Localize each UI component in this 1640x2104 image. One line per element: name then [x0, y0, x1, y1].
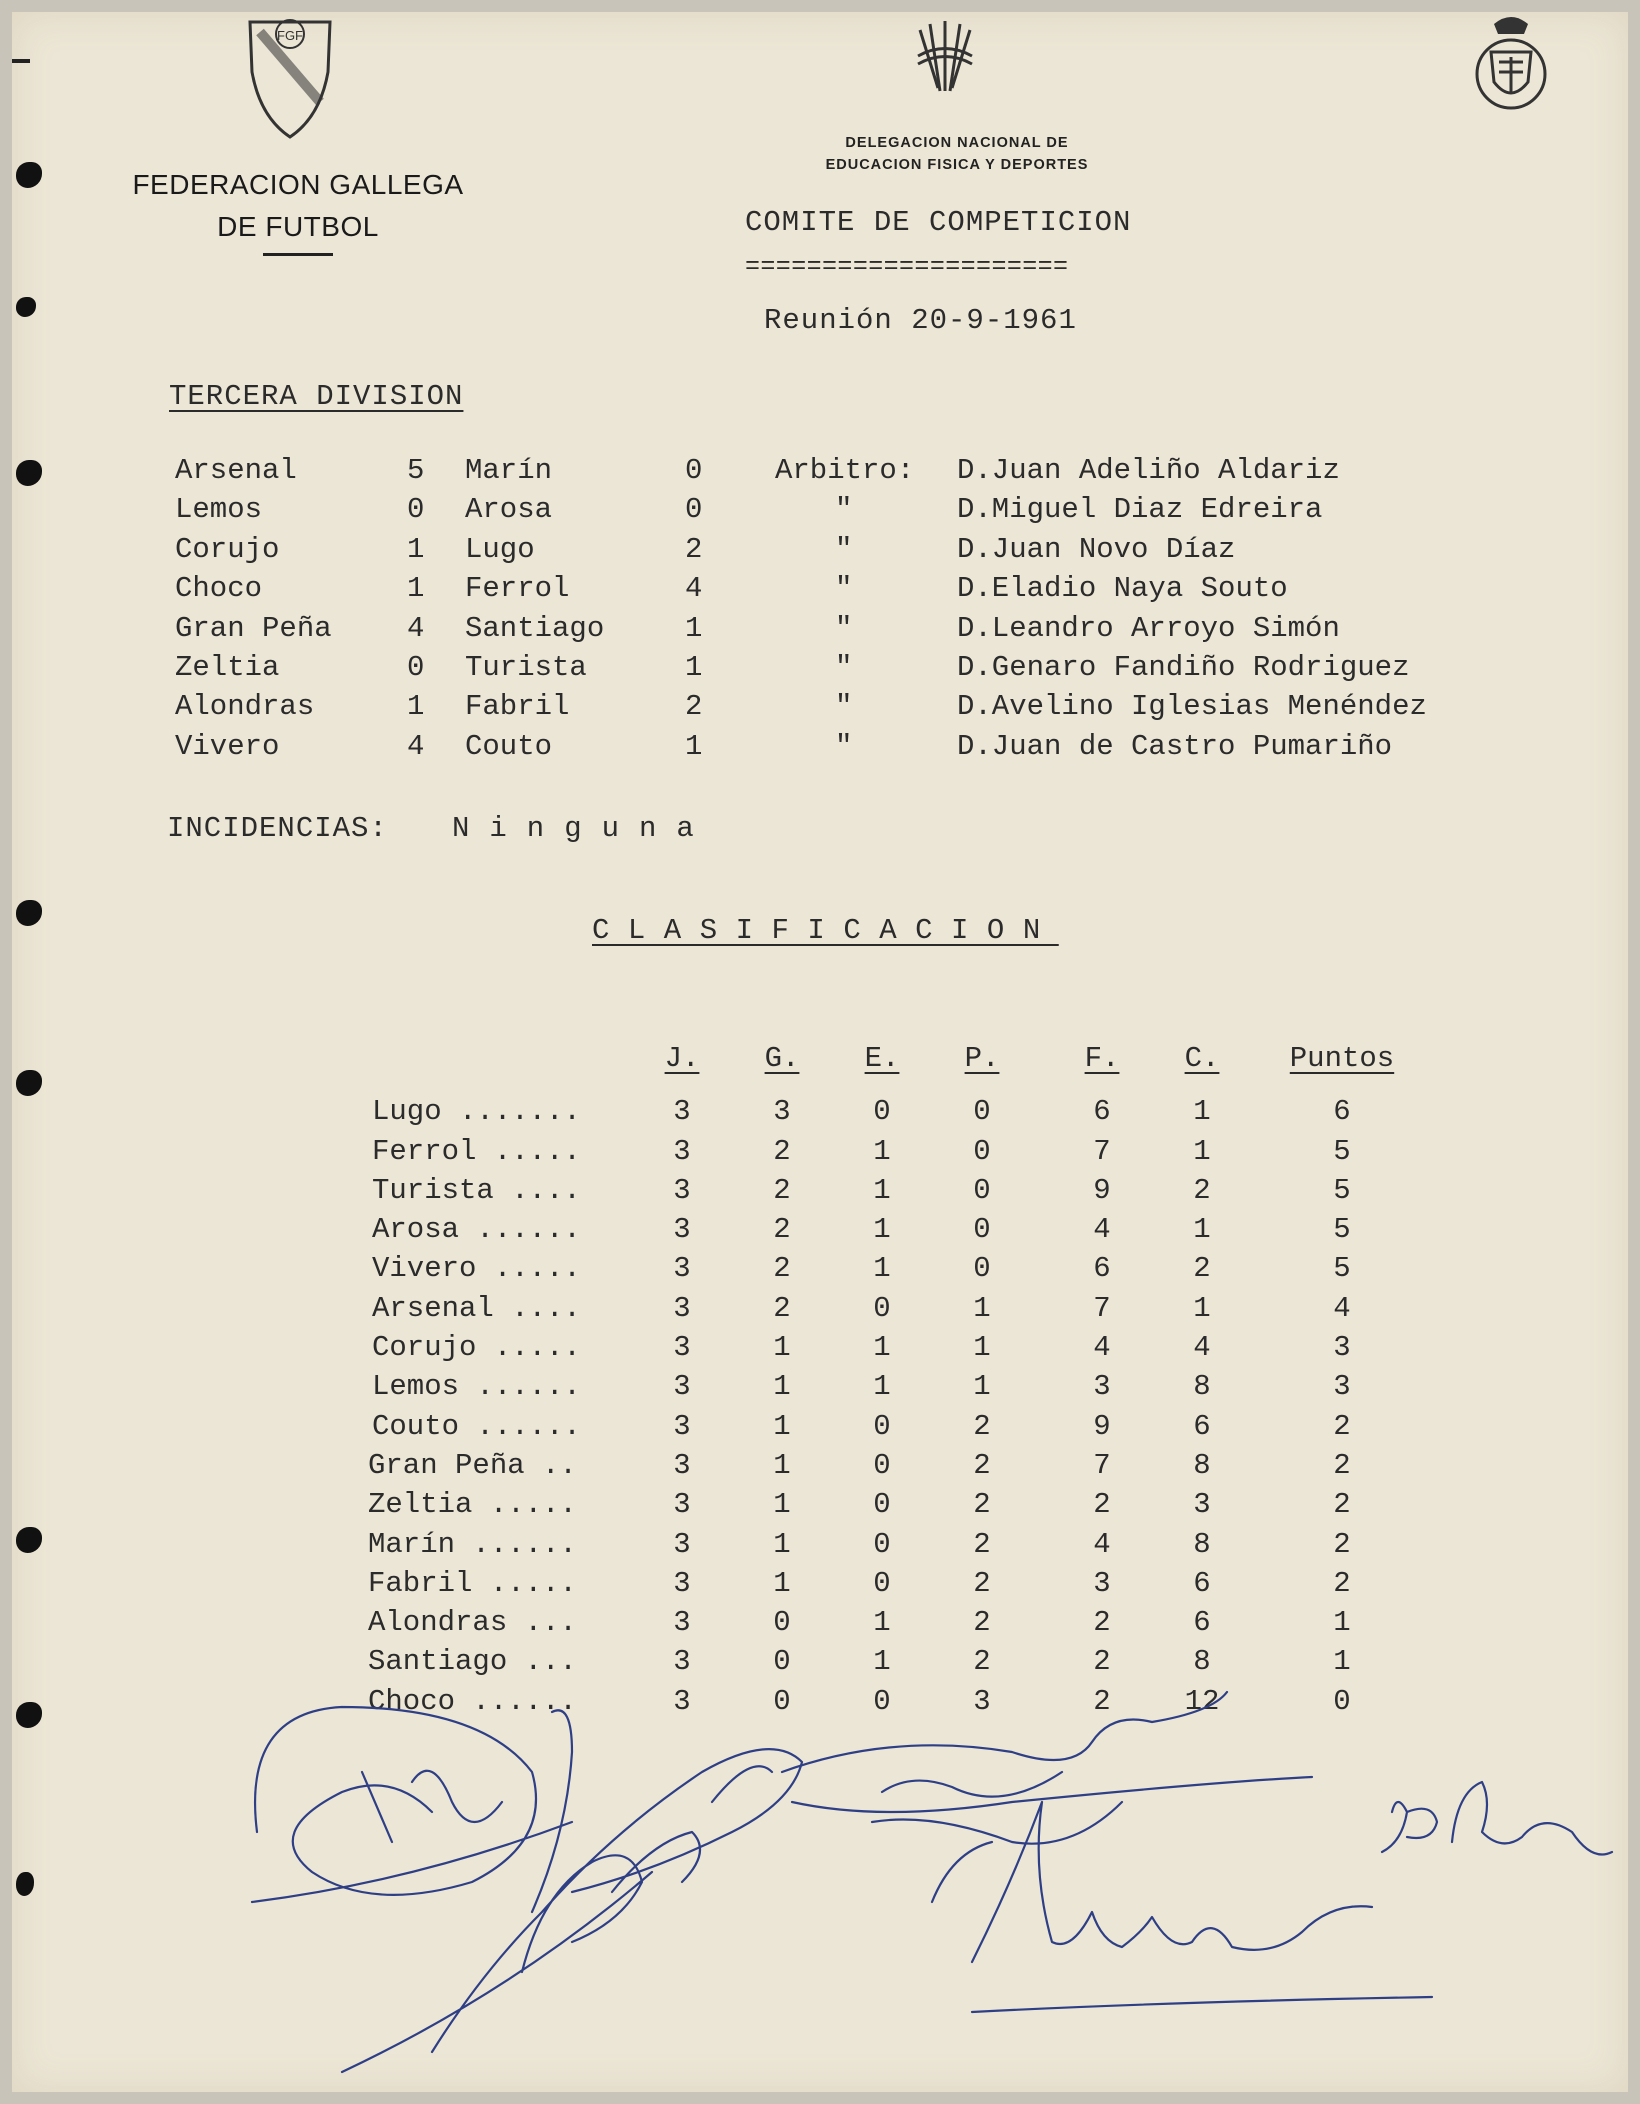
away-goals: 0	[685, 454, 703, 487]
stat-cell: 0	[773, 1684, 791, 1718]
stat-cell: 0	[873, 1095, 891, 1129]
signature-1	[252, 1707, 572, 1902]
committee-rule: =====================	[745, 252, 1069, 281]
stat-cell: 6	[1193, 1566, 1211, 1600]
delegation-line1: DELEGACION NACIONAL DE	[845, 135, 1069, 151]
standings-title: CLASIFICACION	[592, 914, 1059, 947]
away-team: Ferrol	[465, 572, 570, 606]
federation-line2: DE FUTBOL	[217, 211, 379, 242]
stat-cell: 9	[1093, 1409, 1111, 1443]
stat-cell: 2	[973, 1645, 991, 1679]
away-team: Couto	[465, 729, 553, 763]
team-name: Vivero .....	[372, 1252, 581, 1286]
signature-5	[1382, 1782, 1612, 1855]
home-team: Choco	[175, 572, 263, 606]
home-goals: 4	[407, 611, 425, 645]
team-name: Santiago ...	[368, 1645, 577, 1679]
stat-cell: 6	[1333, 1095, 1351, 1129]
stat-cell: 5	[1333, 1173, 1351, 1207]
stat-cell: 0	[873, 1291, 891, 1325]
stat-cell: 1	[873, 1252, 891, 1286]
away-goals: 1	[685, 729, 703, 763]
stat-cell: 3	[1093, 1370, 1111, 1404]
stat-cell: 2	[1193, 1173, 1211, 1207]
home-team: Arsenal	[175, 454, 297, 487]
referee-name: D.Juan de Castro Pumariño	[957, 729, 1393, 763]
stat-cell: 2	[773, 1252, 791, 1286]
stat-cell: 7	[1093, 1134, 1111, 1168]
stat-cell: 2	[773, 1291, 791, 1325]
home-goals: 1	[407, 572, 425, 606]
svg-text:FGF: FGF	[277, 28, 303, 43]
stat-cell: 0	[873, 1684, 891, 1718]
document-page	[12, 12, 1628, 2092]
referee-name: D.Juan Adeliño Aldariz	[957, 454, 1340, 487]
stat-cell: 3	[1093, 1566, 1111, 1600]
stat-cell: 2	[973, 1448, 991, 1482]
away-team: Arosa	[465, 493, 553, 527]
referee-name: D.Miguel Diaz Edreira	[957, 493, 1323, 527]
signature-3	[782, 1692, 1312, 1844]
stat-cell: 3	[673, 1173, 691, 1207]
stat-cell: 1	[873, 1173, 891, 1207]
incidents-value: Ninguna	[452, 812, 714, 845]
column-header: G.	[764, 1042, 800, 1075]
column-header: C.	[1184, 1042, 1220, 1075]
division-title: TERCERA DIVISION	[169, 380, 464, 413]
stat-cell: 12	[1184, 1684, 1220, 1718]
stat-cell: 2	[1333, 1448, 1351, 1482]
stat-cell: 3	[673, 1331, 691, 1365]
home-team: Lemos	[175, 493, 263, 527]
column-header: Puntos	[1289, 1042, 1395, 1075]
stat-cell: 2	[1333, 1409, 1351, 1443]
signature-4	[932, 1802, 1432, 2012]
home-goals: 0	[407, 493, 425, 527]
away-goals: 2	[685, 690, 703, 724]
away-goals: 0	[685, 493, 703, 527]
stat-cell: 2	[1333, 1527, 1351, 1561]
stat-cell: 8	[1193, 1370, 1211, 1404]
referee-name: D.Avelino Iglesias Menéndez	[957, 690, 1427, 724]
stat-cell: 3	[1333, 1331, 1351, 1365]
stat-cell: 2	[1093, 1645, 1111, 1679]
home-team: Vivero	[175, 729, 280, 763]
stat-cell: 8	[1193, 1527, 1211, 1561]
stat-cell: 2	[973, 1606, 991, 1640]
stat-cell: 3	[673, 1134, 691, 1168]
stat-cell: 6	[1093, 1252, 1111, 1286]
column-header: J.	[664, 1042, 700, 1075]
stat-cell: 3	[673, 1252, 691, 1286]
column-header: E.	[864, 1042, 900, 1075]
team-name: Lemos ......	[372, 1370, 581, 1404]
referee-label: Arbitro:	[775, 454, 915, 487]
stat-cell: 4	[1093, 1527, 1111, 1561]
stat-cell: 1	[873, 1213, 891, 1247]
stat-cell: 3	[673, 1645, 691, 1679]
ditto-mark: "	[835, 572, 853, 606]
stat-cell: 2	[773, 1173, 791, 1207]
team-name: Marín ......	[368, 1527, 577, 1561]
team-name: Alondras ...	[368, 1606, 577, 1640]
federation-line1: FEDERACION GALLEGA	[132, 169, 464, 200]
stat-cell: 0	[873, 1527, 891, 1561]
stat-cell: 2	[773, 1213, 791, 1247]
stat-cell: 0	[873, 1566, 891, 1600]
stat-cell: 0	[773, 1606, 791, 1640]
home-team: Gran Peña	[175, 611, 332, 645]
away-goals: 2	[685, 532, 703, 566]
delegation-line2: EDUCACION FISICA Y DEPORTES	[825, 157, 1089, 173]
stat-cell: 2	[1093, 1606, 1111, 1640]
stat-cell: 0	[973, 1173, 991, 1207]
stat-cell: 1	[873, 1645, 891, 1679]
stat-cell: 1	[873, 1134, 891, 1168]
team-name: Corujo .....	[372, 1331, 581, 1365]
team-name: Choco ......	[368, 1684, 577, 1718]
signature-2	[342, 1710, 802, 2072]
stat-cell: 2	[1333, 1566, 1351, 1600]
stat-cell: 9	[1093, 1173, 1111, 1207]
stat-cell: 0	[973, 1252, 991, 1286]
incidents-label: INCIDENCIAS:	[167, 812, 388, 845]
stat-cell: 0	[973, 1095, 991, 1129]
team-name: Turista ....	[372, 1173, 581, 1207]
stat-cell: 3	[673, 1566, 691, 1600]
stat-cell: 3	[1193, 1488, 1211, 1522]
stat-cell: 0	[873, 1448, 891, 1482]
stat-cell: 3	[673, 1527, 691, 1561]
home-team: Zeltia	[175, 650, 280, 684]
home-goals: 0	[407, 650, 425, 684]
committee-title: COMITE DE COMPETICION	[745, 206, 1132, 239]
away-goals: 1	[685, 650, 703, 684]
stat-cell: 7	[1093, 1448, 1111, 1482]
stat-cell: 3	[673, 1213, 691, 1247]
stat-cell: 1	[873, 1370, 891, 1404]
stat-cell: 8	[1193, 1448, 1211, 1482]
stat-cell: 1	[873, 1606, 891, 1640]
stat-cell: 2	[973, 1488, 991, 1522]
stat-cell: 1	[773, 1527, 791, 1561]
stat-cell: 4	[1093, 1213, 1111, 1247]
stat-cell: 4	[1093, 1331, 1111, 1365]
stat-cell: 1	[973, 1370, 991, 1404]
stat-cell: 1	[873, 1331, 891, 1365]
stat-cell: 2	[973, 1409, 991, 1443]
referee-name: D.Eladio Naya Souto	[957, 572, 1288, 606]
stat-cell: 3	[673, 1448, 691, 1482]
stat-cell: 6	[1093, 1095, 1111, 1129]
stat-cell: 7	[1093, 1291, 1111, 1325]
away-goals: 1	[685, 611, 703, 645]
team-name: Gran Peña ..	[368, 1448, 577, 1482]
stat-cell: 1	[973, 1291, 991, 1325]
stat-cell: 3	[673, 1291, 691, 1325]
stat-cell: 1	[1193, 1213, 1211, 1247]
stat-cell: 2	[1193, 1252, 1211, 1286]
meeting-date: Reunión 20-9-1961	[764, 304, 1077, 337]
stat-cell: 3	[673, 1095, 691, 1129]
home-goals: 4	[407, 729, 425, 763]
team-name: Lugo .......	[372, 1095, 581, 1129]
stat-cell: 2	[973, 1566, 991, 1600]
ditto-mark: "	[835, 650, 853, 684]
stat-cell: 2	[1093, 1488, 1111, 1522]
ditto-mark: "	[835, 690, 853, 724]
team-name: Zeltia .....	[368, 1488, 577, 1522]
stat-cell: 3	[673, 1409, 691, 1443]
stat-cell: 2	[1333, 1488, 1351, 1522]
stat-cell: 2	[773, 1134, 791, 1168]
stat-cell: 0	[873, 1488, 891, 1522]
stat-cell: 8	[1193, 1645, 1211, 1679]
ditto-mark: "	[835, 493, 853, 527]
away-team: Lugo	[465, 532, 535, 566]
stat-cell: 1	[1193, 1291, 1211, 1325]
home-goals: 1	[407, 690, 425, 724]
stat-cell: 0	[973, 1213, 991, 1247]
stat-cell: 5	[1333, 1252, 1351, 1286]
stat-cell: 1	[773, 1370, 791, 1404]
away-team: Turista	[465, 650, 587, 684]
team-name: Arosa ......	[372, 1213, 581, 1247]
referee-name: D.Leandro Arroyo Simón	[957, 611, 1340, 645]
stat-cell: 3	[673, 1488, 691, 1522]
home-goals: 5	[407, 454, 425, 487]
column-header: F.	[1084, 1042, 1120, 1075]
away-goals: 4	[685, 572, 703, 606]
away-team: Marín	[465, 454, 553, 487]
stat-cell: 0	[973, 1134, 991, 1168]
stat-cell: 1	[1333, 1606, 1351, 1640]
away-team: Santiago	[465, 611, 605, 645]
team-name: Ferrol .....	[372, 1134, 581, 1168]
stat-cell: 1	[1193, 1095, 1211, 1129]
stat-cell: 2	[973, 1527, 991, 1561]
home-goals: 1	[407, 532, 425, 566]
ditto-mark: "	[835, 611, 853, 645]
stat-cell: 1	[773, 1488, 791, 1522]
stat-cell: 4	[1193, 1331, 1211, 1365]
stat-cell: 3	[773, 1095, 791, 1129]
stat-cell: 1	[1333, 1645, 1351, 1679]
stat-cell: 1	[773, 1409, 791, 1443]
referee-name: D.Juan Novo Díaz	[957, 532, 1236, 566]
stat-cell: 1	[1193, 1134, 1211, 1168]
signatures	[12, 12, 1628, 2092]
column-header: P.	[964, 1042, 1000, 1075]
stat-cell: 1	[773, 1331, 791, 1365]
home-team: Corujo	[175, 532, 280, 566]
stat-cell: 3	[1333, 1370, 1351, 1404]
stat-cell: 0	[773, 1645, 791, 1679]
ditto-mark: "	[835, 729, 853, 763]
ditto-mark: "	[835, 532, 853, 566]
stat-cell: 1	[773, 1448, 791, 1482]
stat-cell: 2	[1093, 1684, 1111, 1718]
team-name: Couto ......	[372, 1409, 581, 1443]
stat-cell: 6	[1193, 1409, 1211, 1443]
stat-cell: 4	[1333, 1291, 1351, 1325]
stat-cell: 0	[873, 1409, 891, 1443]
home-team: Alondras	[175, 690, 315, 724]
referee-name: D.Genaro Fandiño Rodriguez	[957, 650, 1410, 684]
stat-cell: 5	[1333, 1134, 1351, 1168]
away-team: Fabril	[465, 690, 570, 724]
team-name: Fabril .....	[368, 1566, 577, 1600]
stat-cell: 1	[773, 1566, 791, 1600]
stat-cell: 0	[1333, 1684, 1351, 1718]
stat-cell: 3	[973, 1684, 991, 1718]
stat-cell: 3	[673, 1606, 691, 1640]
stat-cell: 3	[673, 1684, 691, 1718]
stat-cell: 5	[1333, 1213, 1351, 1247]
stat-cell: 1	[973, 1331, 991, 1365]
team-name: Arsenal ....	[372, 1291, 581, 1325]
stat-cell: 6	[1193, 1606, 1211, 1640]
stat-cell: 3	[673, 1370, 691, 1404]
